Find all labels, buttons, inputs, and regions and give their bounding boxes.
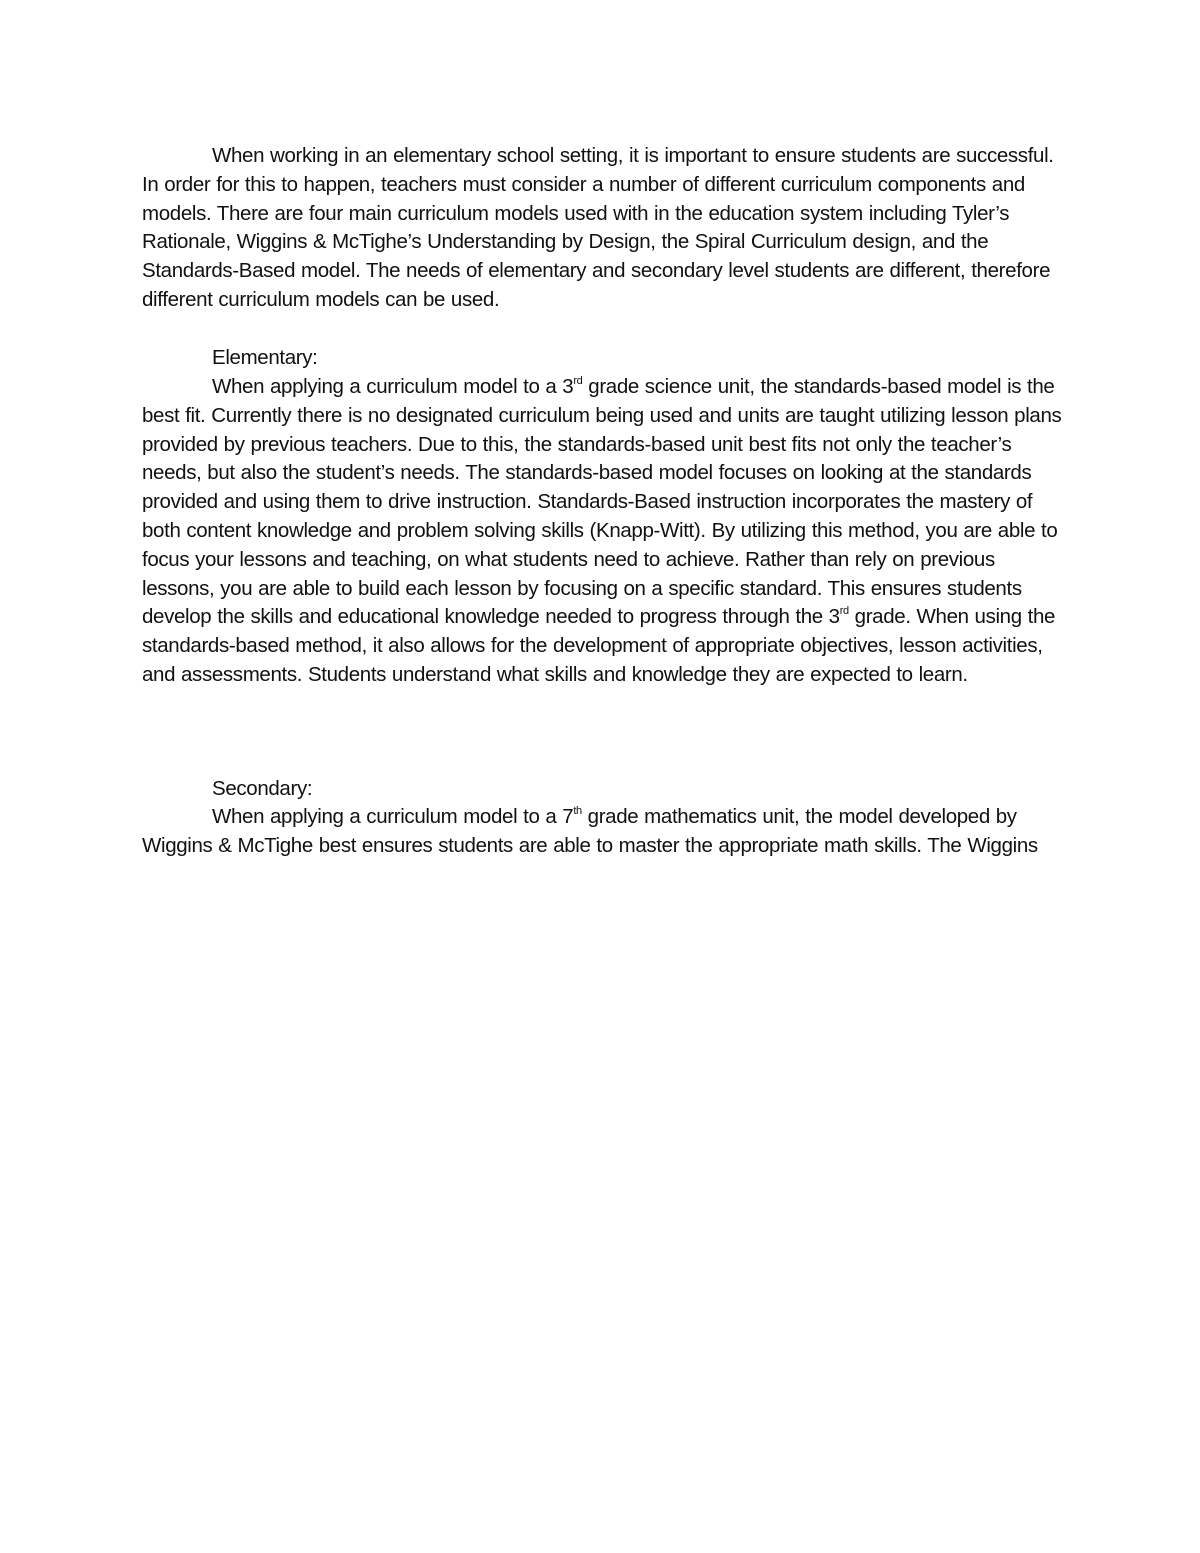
intro-paragraph: When working in an elementary school setting, it is important to ensure students are successful. In order for this to happen, teachers must consider a number of different curriculum components and models. There are four main curriculum models used with in the education system including Tyler’s Rationale, Wiggins & McTighe’s Understanding by Design, the Spiral Curriculum design, and the Standards-Based model. The needs of elementary and secondary level students are different, therefore different curriculum models can be used.	[142, 144, 1054, 311]
elementary-ordinal-2: rd	[839, 605, 849, 618]
elementary-text-part-1: When applying a curriculum model to a 3	[212, 375, 574, 398]
secondary-paragraph	[142, 803, 1072, 861]
secondary-text-part-1: When applying a curriculum model to a 7	[212, 805, 574, 828]
secondary-text-part-2: grade mathematics unit, the model developed by Wiggins & McTighe best ensures students are able to master the appropriate math skills. The Wiggins	[142, 805, 1038, 857]
elementary-text-part-2: grade science unit, the standards-based model is the best fit. Currently there is no designated curriculum being used and units are taught utilizing lesson plans provided by previous teachers. Due to this, the standards-based unit best fits not only the teacher’s needs, but also the student’s needs. The standards-based model focuses on looking at the standards provided and using them to drive instruction. Standards-Based instruction incorporates the mastery of both content knowledge and problem solving skills (Knapp-Witt). By utilizing this method, you are able to focus your lessons and teaching, on what students need to achieve. Rather than rely on previous lessons, you are able to build each lesson by focusing on a specific standard. This ensures students develop the skills and educational knowledge needed to progress through the 3	[142, 375, 1062, 629]
elementary-section	[142, 373, 1072, 690]
secondary-heading: Secondary:	[212, 777, 313, 800]
elementary-text-part-3: grade. When using the standards-based method, it also allows for the development of appropriate objectives, lesson activities, and assessments. Students understand what skills and knowledge they are expected to learn.	[142, 605, 1056, 686]
secondary-section-heading-wrap	[142, 775, 1072, 804]
intro-section	[142, 142, 1072, 315]
elementary-section-heading-wrap	[142, 344, 1072, 373]
elementary-ordinal-1: rd	[573, 375, 583, 387]
secondary-ordinal-1: th	[573, 805, 582, 817]
elementary-paragraph	[142, 373, 1072, 690]
elementary-heading: Elementary:	[212, 346, 318, 369]
secondary-section	[142, 803, 1072, 861]
